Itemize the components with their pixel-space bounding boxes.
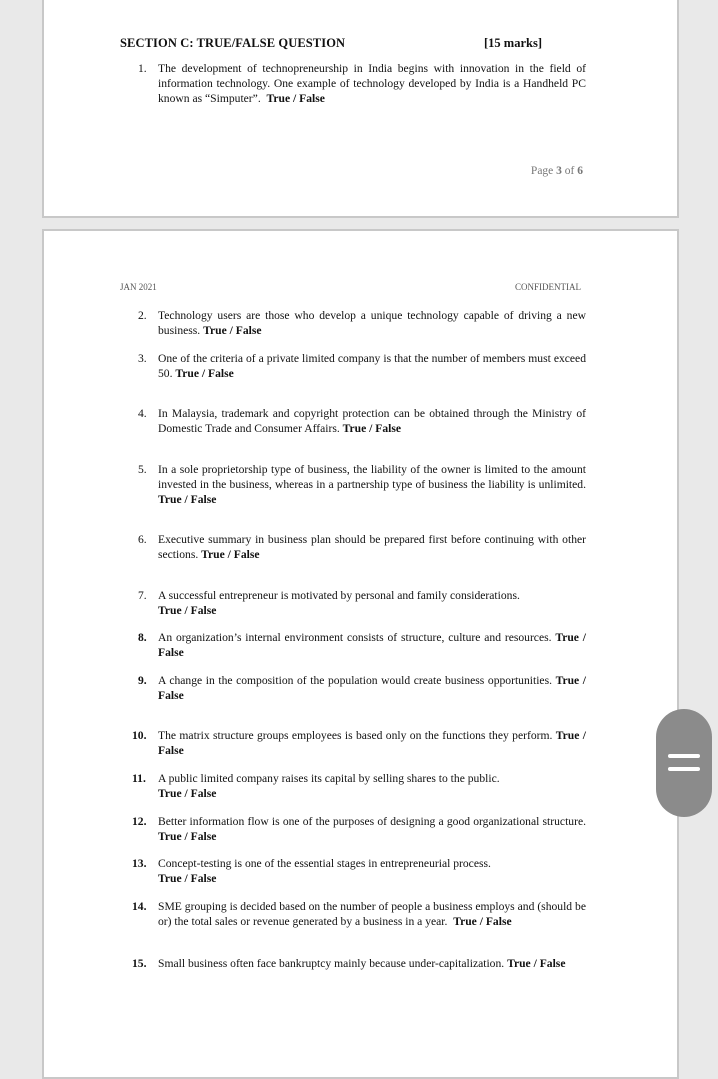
question-6 bbox=[120, 532, 586, 562]
question-text: Executive summary in business plan should be prepared first before continuing with other sections. bbox=[158, 533, 586, 561]
document-page-4 bbox=[42, 229, 679, 1079]
question-number: 8. bbox=[138, 631, 147, 644]
question-number: 11. bbox=[132, 772, 146, 785]
question-text: Small business often face bankruptcy mainly because under-capitalization. bbox=[158, 957, 505, 970]
document-page-3 bbox=[42, 0, 679, 218]
question-14 bbox=[120, 899, 586, 929]
grip-line-icon bbox=[668, 754, 700, 758]
question-text: A public limited company raises its capital by selling shares to the public. bbox=[158, 772, 500, 785]
section-marks: [15 marks] bbox=[484, 36, 542, 50]
question-text: In Malaysia, trademark and copyright protection can be obtained through the Ministry of Domestic Trade and Consumer Affairs. bbox=[158, 407, 586, 435]
question-number: 15. bbox=[132, 957, 147, 970]
question-15 bbox=[120, 956, 586, 971]
header-date: JAN 2021 bbox=[120, 282, 157, 292]
question-text: The development of technopreneurship in India begins with innovation in the field of information technology. One example of technology developed by India is a Handheld PC known as “Simputer”. bbox=[158, 62, 586, 105]
true-false-option: True / False bbox=[201, 548, 260, 561]
question-number: 10. bbox=[132, 729, 147, 742]
question-1 bbox=[120, 61, 586, 106]
question-7 bbox=[120, 588, 586, 618]
question-number: 6. bbox=[138, 533, 147, 546]
question-text: A change in the composition of the population would create business opportunities. bbox=[158, 674, 552, 687]
true-false-option: True / False bbox=[158, 493, 217, 506]
true-false-option: True / False bbox=[507, 957, 566, 970]
scroll-handle[interactable] bbox=[656, 709, 712, 817]
question-number: 2. bbox=[138, 309, 147, 322]
question-3 bbox=[120, 351, 586, 381]
question-number: 14. bbox=[132, 900, 147, 913]
question-text: The matrix structure groups employees is based only on the functions they perform. bbox=[158, 729, 553, 742]
question-text: Concept-testing is one of the essential stages in entrepreneurial process. bbox=[158, 857, 491, 870]
question-text: Technology users are those who develop a unique technology capable of driving a new business. bbox=[158, 309, 586, 337]
question-text: An organization’s internal environment consists of structure, culture and resources. bbox=[158, 631, 552, 644]
section-title: SECTION C: TRUE/FALSE QUESTION bbox=[120, 36, 346, 50]
page-number: Page 3 of 6 bbox=[530, 165, 583, 177]
question-number: 12. bbox=[132, 815, 147, 828]
question-text: SME grouping is decided based on the number of people a business employs and (should be or) the total sales or revenue generated by a business in a year. bbox=[158, 900, 586, 928]
question-9 bbox=[120, 673, 586, 703]
question-number: 4. bbox=[138, 407, 147, 420]
true-false-option: True / False bbox=[158, 830, 217, 843]
question-2 bbox=[120, 308, 586, 338]
true-false-option: True / False bbox=[158, 787, 217, 800]
question-13 bbox=[120, 856, 586, 886]
question-number: 13. bbox=[132, 857, 147, 870]
true-false-option: True / False bbox=[158, 729, 586, 757]
true-false-option: True / False bbox=[175, 367, 234, 380]
grip-line-icon bbox=[668, 767, 700, 771]
question-number: 9. bbox=[138, 674, 147, 687]
true-false-option: True / False bbox=[342, 422, 402, 435]
true-false-option: True / False bbox=[158, 631, 587, 659]
question-text: Better information flow is one of the purposes of designing a good organizational structure. bbox=[158, 815, 586, 828]
true-false-option: True / False bbox=[453, 915, 512, 928]
true-false-option: True / False bbox=[158, 604, 217, 617]
question-4 bbox=[120, 406, 586, 436]
question-number: 7. bbox=[138, 589, 147, 602]
true-false-option: True / False bbox=[203, 324, 262, 337]
true-false-option: True / False bbox=[158, 872, 217, 885]
question-number: 5. bbox=[138, 463, 147, 476]
question-10 bbox=[120, 728, 586, 758]
question-text: A successful entrepreneur is motivated by personal and family considerations. bbox=[158, 589, 520, 602]
question-5 bbox=[120, 462, 586, 507]
question-8 bbox=[120, 630, 586, 660]
question-11 bbox=[120, 771, 586, 801]
question-text: In a sole proprietorship type of business, the liability of the owner is limited to the amount invested in the business, whereas in a partnership type of business the liability is unlimited. bbox=[158, 463, 586, 491]
true-false-option: True / False bbox=[158, 674, 586, 702]
question-12 bbox=[120, 814, 586, 844]
question-number: 3. bbox=[138, 352, 147, 365]
question-number: 1. bbox=[138, 62, 147, 75]
header-confidential: CONFIDENTIAL bbox=[515, 282, 581, 292]
true-false-option: True / False bbox=[266, 92, 325, 105]
question-text: One of the criteria of a private limited company is that the number of members must exceed 50. bbox=[158, 352, 586, 380]
